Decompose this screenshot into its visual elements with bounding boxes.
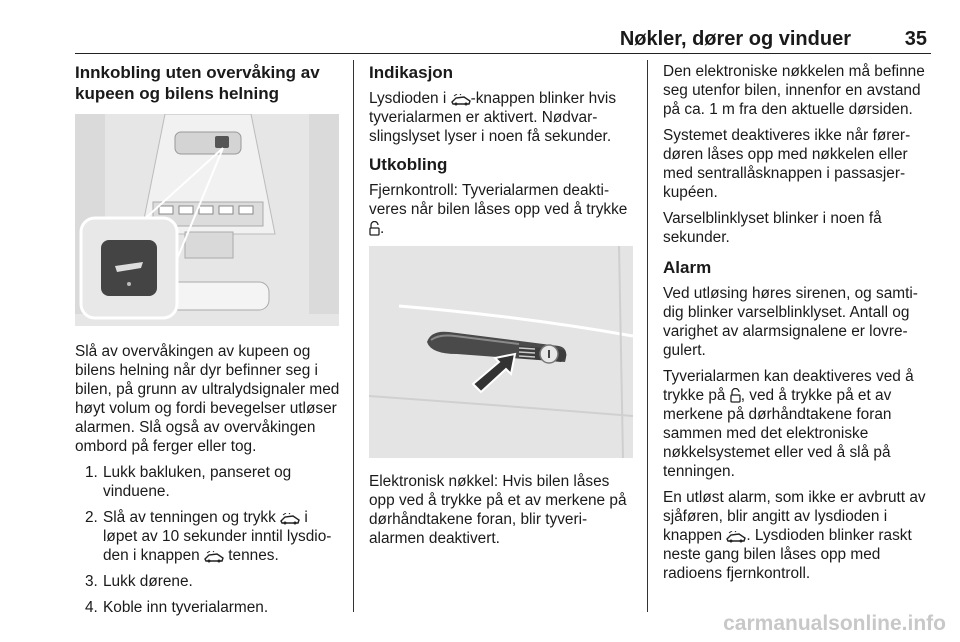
page-number: 35 xyxy=(904,28,927,50)
overhead-console-illustration xyxy=(75,114,339,326)
car-alarm-icon xyxy=(726,531,746,543)
list-item: 1. Lukk bakluken, panseret og vinduene. xyxy=(85,464,292,500)
section-heading: Innkobling uten overvåking av kupeen og bilens helning xyxy=(75,63,320,103)
column-3 xyxy=(663,62,933,590)
page-header xyxy=(75,0,931,54)
overhead-console-figure xyxy=(75,114,339,326)
unlock-icon xyxy=(730,388,741,403)
header-title: Nøkler, dører og vinduer xyxy=(619,28,851,50)
steps-list xyxy=(75,463,345,617)
paragraph: Tyverialarmen kan deaktiveres ved å trykke på , ved å trykke på et av merkene på dørhåndtakene foran sammen med det elektroniske nøkkelsystemet eller ved å slå på tenningen. xyxy=(663,368,914,480)
list-item: 3. Lukk dørene. xyxy=(85,573,193,590)
paragraph: Ved utløsing høres sirenen, og samtidig blinker varselblinklyset. Antall og varighet av alarmsignalene er lovregulert. xyxy=(663,285,918,359)
column-divider xyxy=(353,60,354,612)
watermark: carmanualsonline.info xyxy=(723,612,946,635)
column-2 xyxy=(369,62,634,555)
unlock-icon xyxy=(369,221,380,236)
elektronisk-paragraph: Elektronisk nøkkel: Hvis bilen låses opp ved å trykke på et av merkene på dørhåndtakene foran, blir tyverialarmen deaktivert. xyxy=(369,473,627,547)
list-item: 2. Slå av tenningen og trykk i løpet av 10 sekunder inntil lysdioden i knappen tennes. xyxy=(85,509,332,564)
paragraph: En utløst alarm, som ikke er avbrutt av sjåføren, blir angitt av lysdioden i knappen . Lysdioden blinker raskt neste gang bilen låses opp med radioens fjernkontroll. xyxy=(663,489,926,582)
door-handle-illustration xyxy=(369,246,633,458)
car-alarm-icon xyxy=(280,513,300,525)
list-item: 4. Koble inn tyverialarmen. xyxy=(85,599,269,616)
utkobling-paragraph: Fjernkontroll: Tyverialarmen deaktiveres når bilen låses opp ved å trykke . xyxy=(369,182,628,237)
section-heading: Indikasjon xyxy=(369,63,454,82)
column-1 xyxy=(75,62,345,624)
car-alarm-icon xyxy=(451,94,471,106)
intro-paragraph: Slå av overvåkingen av kupeen og bilens helning når dyr befinner seg i bilen, på grunn av ultralydsignaler med høyt volum og fordi bevegelser utløser alarmen. Slå også av overvåkingen ombord på ferger eller tog. xyxy=(75,343,340,455)
paragraph: Varselblinklyset blinker i noen få sekunder. xyxy=(663,210,882,246)
paragraph: Systemet deaktiveres ikke når førerdøren låses opp med nøkkelen eller med sentrallåsknappen i passasjerkupéen. xyxy=(663,127,911,201)
column-divider xyxy=(647,60,648,612)
door-handle-figure xyxy=(369,246,633,458)
section-heading: Alarm xyxy=(663,258,712,277)
section-heading: Utkobling xyxy=(369,155,448,174)
car-alarm-icon xyxy=(204,551,224,563)
paragraph: Den elektroniske nøkkelen må befinne seg utenfor bilen, innenfor en avstand på ca. 1 m fra den aktuelle dørsiden. xyxy=(663,63,925,118)
indikasjon-paragraph: Lysdioden i -knappen blinker hvis tyverialarmen er aktivert. Nødvarslingslyset lyser i noen få sekunder. xyxy=(369,90,617,145)
